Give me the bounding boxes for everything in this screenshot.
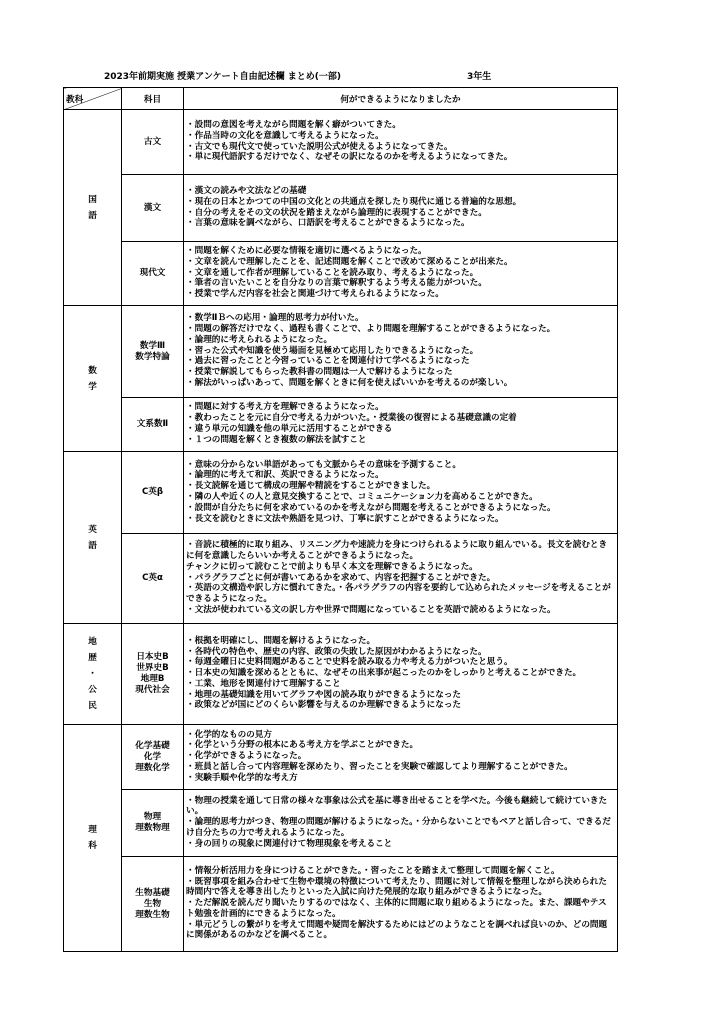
comment-line: ・英語の文構造や訳し方に慣れてきた。・各パラグラフの内容を要約して込められたメッセージを考えることができるようになった。 [186, 583, 611, 605]
comment-line: ・既習事項を組み合わせて生物や環境の特徴について考えたり、問題に対して情報を整理しながら決められた時間内で答えを導き出したりといった入試に向けた発展的な取り組みができるようになった。 [186, 876, 607, 898]
comment-line: ・問題を解くために必要な情報を適切に選べるようになった。 [186, 246, 427, 256]
comment-line: ・情報分析活用力を身につけることができた。・習ったことを踏まえて整理して問題を解くこと。 [186, 865, 560, 876]
comment-line: ・過去に習ったことと今習っていることを関連付けて学べるようになった [186, 356, 470, 367]
page-header [0, 69, 724, 83]
kamoku-cell: 生物基礎 生物 理数生物 [122, 857, 184, 952]
comment-line: ・実験手順や化学的な考え方 [186, 772, 298, 783]
kyoka-cell: 英 語 [64, 452, 122, 624]
grade-label: 3年生 [467, 72, 492, 82]
table-body [64, 110, 618, 952]
comment-line: ・物理の授業を通して日常の様々な事象は公式を基に導き出せることを学べた。今後も継続して続けていきたい。 [186, 795, 608, 817]
comment-line: ・設問の意図を考えながら問題を解く癖がついてきた。 [186, 119, 401, 130]
kyoka-cell: 国 語 [64, 110, 122, 306]
comment-line: ・各時代の特色や、歴史の内容、政策の失敗した原因がわかるようになった。 [186, 646, 487, 657]
comment-line: ・解法がいっぱいあって、問題を解くときに何を使えばいいかを考えるのが楽しい。 [186, 377, 513, 388]
table-row [64, 398, 618, 452]
comments-cell [184, 398, 618, 452]
comments-cell [184, 306, 618, 398]
comment-line: ・筆者の言いたいことを自分なりの言葉で解釈するよう考える能力がついた。 [186, 278, 487, 289]
comment-line: ・工業、地形を関連付けて理解すること [186, 678, 341, 689]
comment-line: ・授業で解説してもらった教科書の問題は一人で解けるようになった [186, 367, 453, 378]
comment-line: ・班員と話し合って内容理解を深めたり、習ったことを実験で確認してより理解することができた。 [186, 761, 573, 772]
comment-line: ・文法が使われている文の訳し方や世界で問題になっていることを英語で読めるようになった。 [186, 604, 556, 615]
table-row [64, 624, 618, 725]
comments-cell [184, 790, 618, 857]
kamoku-cell: 文系数Ⅱ [122, 398, 184, 452]
comment-line: ・長文を読むときに文法や熟語を見つけ、丁寧に訳すことができるようになった。 [186, 513, 504, 524]
kamoku-cell: 古文 [122, 110, 184, 175]
comment-line: ・政策などが国にどのくらい影響を与えるのか理解できるようになった [186, 700, 462, 711]
table-row [64, 306, 618, 398]
page-title: 2023年前期実施 授業アンケート自由記述欄 まとめ(一部) [104, 72, 342, 82]
comment-line: ・身の回りの現象に関連付けて物理現象を考えること [186, 838, 393, 849]
comment-line: ・設問が自分たちに何を求めているのかを考えながら問題を考えることができるようになった。 [186, 502, 556, 513]
header-kyoka: 教科 [64, 88, 122, 110]
comment-line: ・論理的に考えられるようになった。 [186, 334, 333, 345]
comment-line: ・音読に積極的に取り組み、リスニング力や速読力を身につけられるように取り組んでいる。長文を読むときに何を意識したらいいか考えることができるようになった。 [186, 540, 608, 561]
comment-line: ・論理的思考力がつき、物理の問題が解けるようになった。・分からないことでもペアと話し合って、できるだけ自分たちの力で考えれるようになった。 [186, 817, 611, 838]
comment-line: ・化学的なものの見方 [186, 729, 272, 740]
kyoka-cell: 理 科 [64, 725, 122, 952]
comment-line: ・パラグラフごとに何が書いてあるかを求めて、内容を把握することができた。 [186, 572, 496, 583]
table-row [64, 242, 618, 306]
comment-line: ・習った公式や知識を使う場面を見極めて応用したりできるようになった。 [186, 345, 479, 356]
comment-line: ・自分の考えをその文の状況を踏まえながら論理的に表現することができた。 [186, 207, 487, 218]
table-row [64, 175, 618, 242]
table-row [64, 725, 618, 790]
comments-cell [184, 725, 618, 790]
table-row [64, 857, 618, 952]
comment-line: チャンクに切って読むことで前よりも早く本文を理解できるようになった。 [186, 561, 478, 572]
comment-line: ・教わったことを元に自分で考える力がついた。・授業後の復習による基礎意識の定着 [186, 413, 517, 424]
comment-line: ・論理的に考えて和訳、英訳できるようになった。 [186, 470, 384, 481]
comment-line: ・違う単元の知識を他の単元に活用することができる [186, 424, 393, 434]
header-kamoku: 科目 [122, 88, 184, 110]
comments-cell [184, 534, 618, 624]
table-row [64, 452, 618, 534]
table-header-row [64, 88, 618, 110]
comment-line: ・授業で学んだ内容を社会と関連づけて考えられるようになった。 [186, 289, 444, 300]
comment-line: ・根拠を明確にし、問題を解けるようになった。 [186, 635, 376, 646]
comment-line: ・隣の人や近くの人と意見交換することで、コミュニケーション力を高めることができた。 [186, 492, 538, 502]
table-row [64, 110, 618, 175]
comment-line: ・言葉の意味を調べながら、口語訳を考えることができるようになった。 [186, 218, 470, 229]
comment-line: ・古文でも現代文で使っていた説明公式が使えるようになってきた。 [186, 141, 453, 152]
comment-line: ・地理の基礎知識を用いてグラフや図の読み取りができるようになった [186, 689, 462, 700]
comment-line: ・長文読解を通じて構成の理解や精読をすることができました。 [186, 481, 436, 492]
comments-cell [184, 110, 618, 175]
comment-line: ・毎週金曜日に史料問題があることで史料を読み取る力や考える力がついたと思う。 [186, 657, 513, 668]
kyoka-cell: 数 学 [64, 306, 122, 452]
comment-line: ・１つの問題を解くとき複数の解法を試すこと [186, 434, 367, 445]
kamoku-cell: 日本史B 世界史B 地理B 現代社会 [122, 624, 184, 725]
comment-line: ・日本史の知識を深めるとともに、なぜその出来事が起こったのかをしっかりと考えることができた。 [186, 668, 582, 679]
comments-cell [184, 175, 618, 242]
kamoku-cell: 化学基礎 化学 理数化学 [122, 725, 184, 790]
kamoku-cell: 漢文 [122, 175, 184, 242]
comment-line: ・作品当時の文化を意識して考えるようになった。 [186, 130, 384, 141]
comment-line: ・化学ができるようになった。 [186, 751, 307, 762]
comment-line: ・文章を通して作者が理解していることを読み取り、考えるようになった。 [186, 267, 479, 278]
comments-cell [184, 452, 618, 534]
comment-line: ・ただ解説を読んだり聞いたりするのではなく、主体的に問題に取り組めるようになった。また、課題やテスト勉強を計画的にできるようになった。 [186, 898, 607, 919]
comment-line: ・単元どうしの繋がりを考えて問題や疑問を解決するためにはどのようなことを調べれば良いのか、どの問題に関係があるのかなどを調べること。 [186, 919, 608, 941]
comment-line: ・現在の日本とかつての中国の文化との共通点を探したり現代に通じる普遍的な思想。 [186, 196, 522, 207]
comment-line: ・漢文の読みや文法などの基礎 [186, 185, 307, 196]
kamoku-cell: C英β [122, 452, 184, 534]
comment-line: ・意味の分からない単語があっても文脈からその意味を予測すること。 [186, 459, 461, 470]
kamoku-cell: 現代文 [122, 242, 184, 306]
comments-cell [184, 857, 618, 952]
comment-line: ・単に現代語訳するだけでなく、なぜその訳になるのかを考えるようになってきた。 [186, 152, 513, 163]
kamoku-cell: 数学Ⅲ 数学特論 [122, 306, 184, 398]
header-comments: 何ができるようになりましたか [184, 88, 618, 110]
survey-table [63, 87, 618, 952]
comment-line: ・問題の解答だけでなく、過程も書くことで、より問題を理解することができるようになった。 [186, 324, 556, 334]
comment-line: ・問題に対する考え方を理解できるようになった。 [186, 402, 384, 413]
kamoku-cell: C英α [122, 534, 184, 624]
comment-line: ・文章を読んで理解したことを、記述問題を解くことで改めて深めることが出来た。 [186, 256, 513, 267]
kyoka-cell: 地 歴 ・ 公 民 [64, 624, 122, 725]
comments-cell [184, 242, 618, 306]
comments-cell [184, 624, 618, 725]
comment-line: ・化学という分野の根本にある考え方を学ぶことができた。 [186, 740, 419, 751]
table-row [64, 790, 618, 857]
comment-line: ・数学ⅡＢへの応用・論理的思考力が付いた。 [186, 313, 364, 324]
kamoku-cell: 物理 理数物理 [122, 790, 184, 857]
table-row [64, 534, 618, 624]
